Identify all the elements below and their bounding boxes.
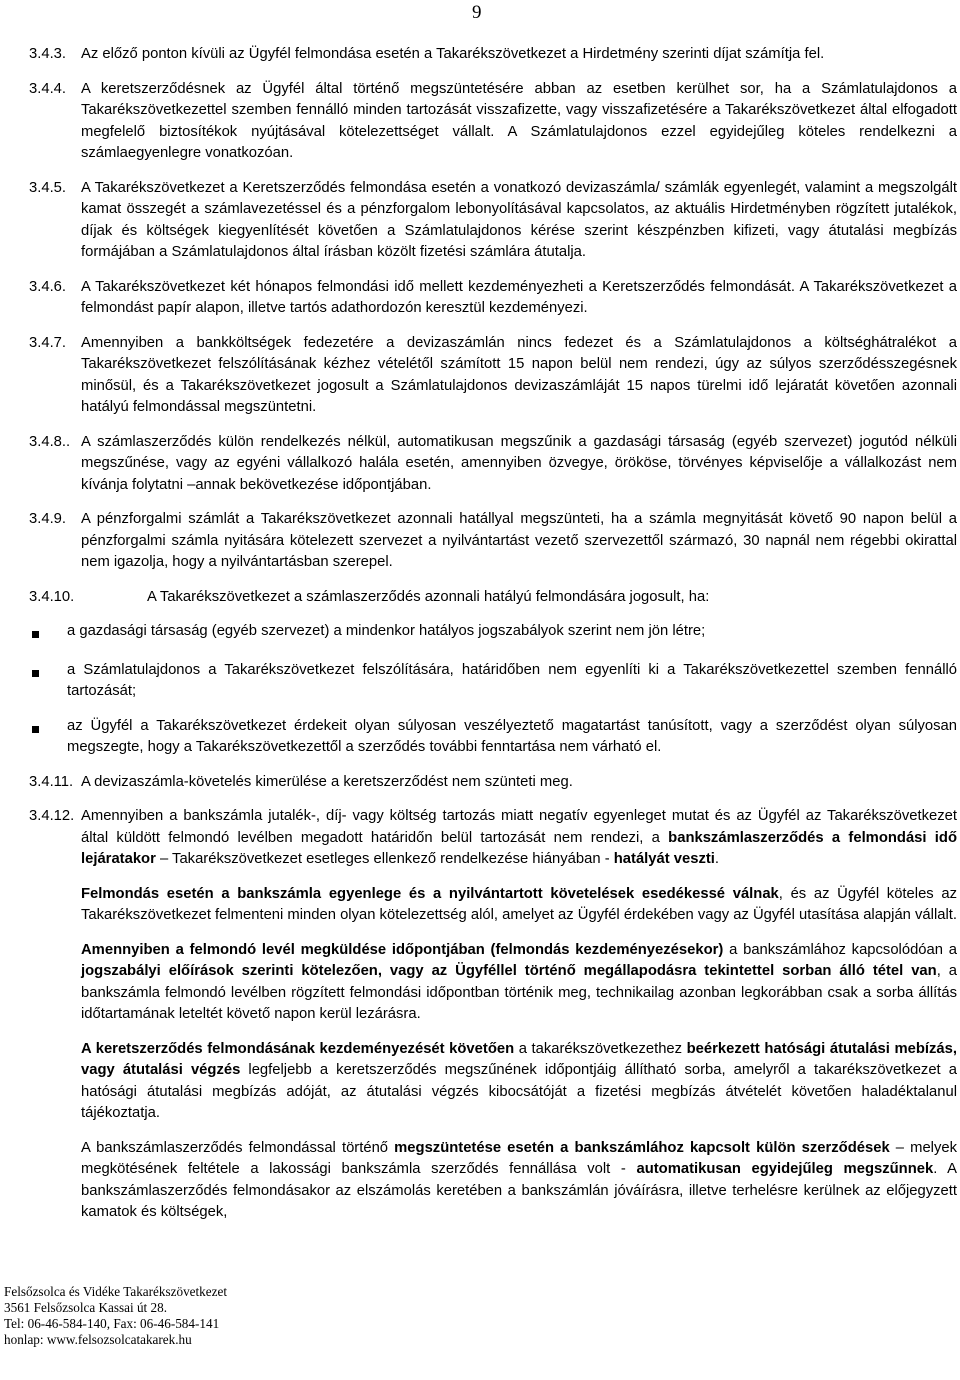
section-number: 3.4.11. — [29, 773, 74, 790]
section-3-4-12-paragraph-3: Amennyiben a felmondó levél megküldése időpontjában (felmondás kezdeményezésekor) a bankszámlához kapcsolódóan a jogszabályi előírások szerinti kötelezően, vagy az Ügyféllel történő megállapodásra tekintettel sorban álló tétel van, a bankszámla felmondó levélben rögzített felmondási időpontban történik meg, technikailag azonban legkorábban csak a sorba állítás időtartamának leteltét követő napon kerül lezárásra. — [81, 941, 958, 1022]
section-text: Amennyiben a bankköltségek fedezetére a devizaszámlán nincs fedezet és a Számlatulajdonos a költséghátralékot a Takarékszövetkezet felszólításának kézhez vételétől számított 15 napon belül nem rendezi, úgy az súlyos szerződésszegésnek minősül, és a Takarékszövetkezet jogosult a Számlatulajdonos devizaszámláját 15 napos türelmi idő lejáratát követően azonnali hatályú felmondással megszüntetni. — [81, 334, 957, 415]
list-item-text: a Számlatulajdonos a Takarékszövetkezet felszólítására, határidőben nem egyenlíti ki a Takarékszövetkezettel szemben fennálló tartozását; — [67, 661, 957, 699]
section-3-4-5 — [29, 178, 957, 264]
section-3-4-11 — [29, 772, 957, 794]
section-number: 3.4.3. — [29, 46, 67, 62]
document-body — [29, 44, 957, 1237]
section-number: 3.4.5. — [29, 179, 67, 196]
section-3-4-10 — [29, 587, 957, 609]
section-number: 3.4.4. — [29, 80, 67, 97]
section-text: A pénzforgalmi számlát a Takarékszövetkezet azonnali hatállyal megszünteti, ha a számla megnyitását követő 90 napon belül a pénzforgalmi számla nyitására kötelezett szervezet a nyilvántartást vezető szervezettől származó, 30 napnál nem régebbi okirattal nem igazolja, hogy a nyilvántartásban szerepel. — [81, 511, 957, 570]
section-text: Amennyiben a bankszámla jutalék-, díj- vagy költség tartozás miatt negatív egyenleget mutat és az Ügyfél az Takarékszövetkezet által küldött felmondó levélben megadott határidőn belül tartozását nem rendezi, a bankszámlaszerződés a felmondási idő lejáratakor – Takarékszövetkezet esetleges ellenkező rendelkezése hiányában - hatályát veszti. — [81, 808, 957, 867]
list-item — [29, 660, 957, 703]
section-number: 3.4.9. — [29, 511, 67, 527]
section-3-4-3 — [29, 44, 957, 66]
section-number: 3.4.12. — [29, 808, 75, 824]
footer-phone-fax: Tel: 06-46-584-140, Fax: 06-46-584-141 — [4, 1316, 220, 1331]
bullet-square-icon — [32, 670, 39, 677]
section-text: A számlaszerződés külön rendelkezés nélkül, automatikusan megszűnik a gazdasági társaság (egyéb szervezet) jogutód nélküli megszűnése, vagy az egyéni vállalkozó halála esetén, amennyiben özvegye, örököse, törvényes képviselője a vállalkozást nem kívánja folytatni –annak bekövetkezése időpontjában. — [81, 433, 957, 493]
section-3-4-12-paragraph-4: A keretszerződés felmondásának kezdeményezését követően a takarékszövetkezethez beérkezett hatósági átutalási mebízás, vagy átutalási végzés legfeljebb a keretszerződés megszűnének időpontjáig állítható sorba, amelyről a takarékszövetkezet a hatósági átutalási megbízás adóját, az átutalási végzés kibocsátóját a fizetési megbízás átvételét követően haladéktalanul tájékoztatja. — [81, 1040, 957, 1121]
list-item — [29, 716, 957, 759]
section-text: A Takarékszövetkezet a Keretszerződés felmondása esetén a vonatkozó devizaszámla/ számlák egyenlegét, valamint a megszolgált kamat összegét a számlavezetéssel és a pénzforgalom lebonyolításával kapcsolatos, az aktuális Hirdetményben rögzített jutalékok, díjak és költségek kiegyenlítését követően a Számlatulajdonos kérése szerint készpénzben kifizeti, vagy átutalási megbízás formájában a Számlatulajdonos által írásban közölt fizetési számlára átutalja. — [81, 179, 957, 260]
bullet-square-icon — [32, 726, 39, 733]
page-number: 9 — [472, 2, 482, 23]
footer-website: honlap: www.felsozsolcatakarek.hu — [4, 1332, 192, 1347]
section-3-4-6 — [29, 277, 957, 320]
section-3-4-12-paragraph-5: A bankszámlaszerződés felmondással történő megszüntetése esetén a bankszámlához kapcsolt külön szerződések – melyek megkötésének feltétele a lakossági bankszámla szerződés fennállása volt - automatikusan egyidejűleg megszűnnek. A bankszámlaszerződés felmondásakor az elszámolás keretében a bankszámlán jóváírásra, illetve terhelésre kerülnek az előjegyzett kamatok és költségek, — [81, 1139, 957, 1220]
section-text: Az előző ponton kívüli az Ügyfél felmondása esetén a Takarékszövetkezet a Hirdetmény szerinti díjat számítja fel. — [81, 46, 825, 62]
section-number: 3.4.7. — [29, 334, 67, 351]
list-item-text: az Ügyfél a Takarékszövetkezet érdekeit olyan súlyosan veszélyeztető magatartást tanúsított, vagy a szerződést olyan súlyosan megszegte, hogy a Takarékszövetkezettől a szerződés további fenntartása nem várható el. — [67, 717, 957, 755]
section-3-4-4 — [29, 79, 957, 165]
section-text: A Takarékszövetkezet a számlaszerződés azonnali hatályú felmondására jogosult, ha: — [147, 588, 710, 605]
list-item-text: a gazdasági társaság (egyéb szervezet) a mindenkor hatályos jogszabályok szerint nem jön létre; — [67, 623, 706, 639]
footer-address: 3561 Felsőzsolca Kassai út 28. — [4, 1300, 167, 1315]
section-3-4-12 — [29, 806, 957, 871]
section-number: 3.4.6. — [29, 278, 67, 295]
section-number: 3.4.10. — [29, 588, 75, 605]
section-3-4-9 — [29, 509, 957, 574]
section-3-4-8 — [29, 432, 957, 497]
section-text: A devizaszámla-követelés kimerülése a keretszerződést nem szünteti meg. — [81, 773, 573, 790]
section-text: A keretszerződésnek az Ügyfél által történő megszüntetésére abban az esetben kerülhet sor, ha a Számlatulajdonos a Takarékszövetkezettel szemben fennálló minden tartozását visszafizette, vagy visszafizetésére a Takarékszövetkezet által elfogadott megfelelő biztosítékok nyújtásával kötelezettséget vállalt. A Számlatulajdonos ezzel egyidejűleg köteles rendelkezni a számlaegyenlegre vonatkozóan. — [81, 80, 957, 161]
bullet-square-icon — [32, 631, 39, 638]
list-item — [29, 621, 957, 647]
section-3-4-7 — [29, 333, 957, 419]
section-text: A Takarékszövetkezet két hónapos felmondási idő mellett kezdeményezheti a Keretszerződés felmondását. A Takarékszövetkezet a felmondást papír alapon, illetve tartós adathordozón keresztül kezdeményezi. — [81, 278, 957, 316]
section-3-4-12-paragraph-2: Felmondás esetén a bankszámla egyenlege és a nyilvántartott követelések esedékessé válnak, és az Ügyfél köteles az Takarékszövetkezet felmenteni minden olyan kötelezettség alól, amelyet az Ügyfél érdekében vagy az Ügyfél utasítása alapján vállalt. — [81, 885, 957, 923]
footer-company-name: Felsőzsolca és Vidéke Takarékszövetkezet — [4, 1284, 227, 1299]
page-footer — [4, 1284, 227, 1348]
section-number: 3.4.8.. — [29, 433, 71, 450]
